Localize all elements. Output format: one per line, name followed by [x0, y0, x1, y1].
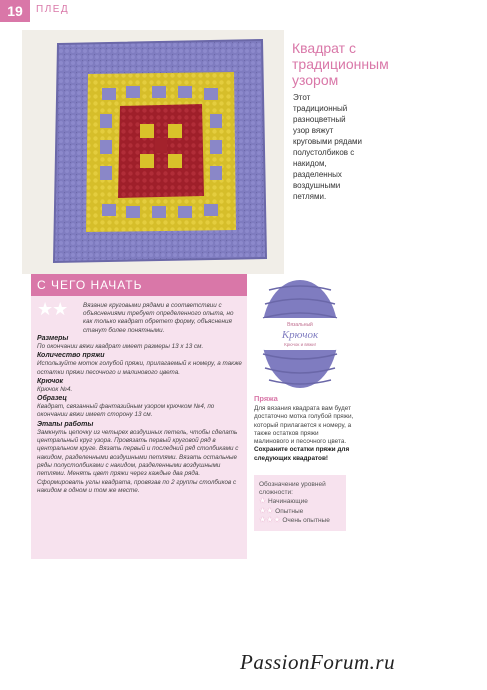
difficulty-stars-icon: ★★ — [37, 299, 68, 319]
star-icon: ★★★ — [259, 515, 281, 524]
section-heading-hook: Крючок — [37, 377, 64, 385]
yarn-text — [254, 405, 354, 463]
granny-square-photo — [22, 30, 284, 274]
difficulty-legend — [254, 475, 346, 531]
page-number: 19 — [0, 0, 30, 22]
yarn-skein-image — [255, 274, 345, 394]
yarn-heading: Пряжа — [254, 394, 278, 403]
getting-started-panel — [31, 274, 247, 559]
section-text-yarn-amount: Используйте моток голубой пряжи, прилагаемый к номеру, а также остатки пряжи песочного и малинового цвета. — [37, 360, 242, 376]
star-icon: ★★ — [259, 505, 274, 515]
section-heading-yarn-amount: Количество пряжи — [37, 352, 105, 360]
section-text-gauge: Квадрат, связанный фантазийным узором крючком №4, по окончании вяжи имеет сторону 13 см. — [37, 403, 215, 419]
legend-label: Очень опытные — [282, 517, 330, 524]
section-title: ПЛЕД — [36, 4, 70, 15]
article-title: Квадрат с традиционным узором — [292, 40, 389, 88]
section-text-size: По окончании вяжи квадрат имеет размеры 13 x 13 см. — [37, 343, 204, 350]
instructions — [37, 334, 243, 495]
section-heading-steps: Этапы работы — [37, 420, 94, 428]
yarn-brand-small: Вязальный — [287, 322, 313, 328]
legend-title: Обозначение уровней сложности: — [259, 481, 326, 496]
section-text-hook: Крючок №4. — [37, 385, 73, 393]
yarn-text-body: Для вязания квадрата вам будет достаточно мотка голубой пряжи, который прилагается к номеру, а также остатков пряжи малинового и песочного цвета. — [254, 405, 354, 446]
yarn-brand-tagline: Крючок и вяжи! — [284, 342, 316, 347]
section-heading-gauge: Образец — [37, 395, 67, 403]
watermark: PassionForum.ru — [240, 650, 396, 674]
article-description: Этот традиционный разноцветный узор вяжут круговыми рядами полустолбиков с накидом, разделенных воздушными петлями. — [293, 93, 363, 201]
legend-label: Опытные — [275, 507, 304, 515]
yarn-brand: Крючок — [281, 329, 319, 341]
legend-row — [259, 516, 341, 526]
section-text-steps: Замкнуть цепочку из четырех воздушных петель, чтобы сделать центральный круг узора. Провязать первый круговой ряд в центральном круге. Вязать первый и последний ряд столбиками с накидом, разделенными воздушными петлями. Вязать остальные ряды полустолбиками с накидом, разделенными воздушными петлями. Менять цвет пряжи через каждые два ряда. Сформировать углы квадрата, провязав по 2 группы столбиков с накидом в одном и том же месте. — [37, 428, 239, 494]
yarn-text-bold: Сохраните остатки пряжи для следующих квадратов! — [254, 446, 350, 462]
panel-intro: Вязание круговыми рядами в соответствии с объяснениями требует определенного опыта, но как только квадрат обретет форму, объяснения станут более понятными. — [83, 302, 234, 334]
panel-heading: С ЧЕГО НАЧАТЬ — [31, 274, 247, 296]
section-heading-size: Размеры — [37, 335, 69, 342]
legend-label: Начинающие — [267, 498, 308, 505]
star-icon: ★ — [259, 496, 267, 505]
